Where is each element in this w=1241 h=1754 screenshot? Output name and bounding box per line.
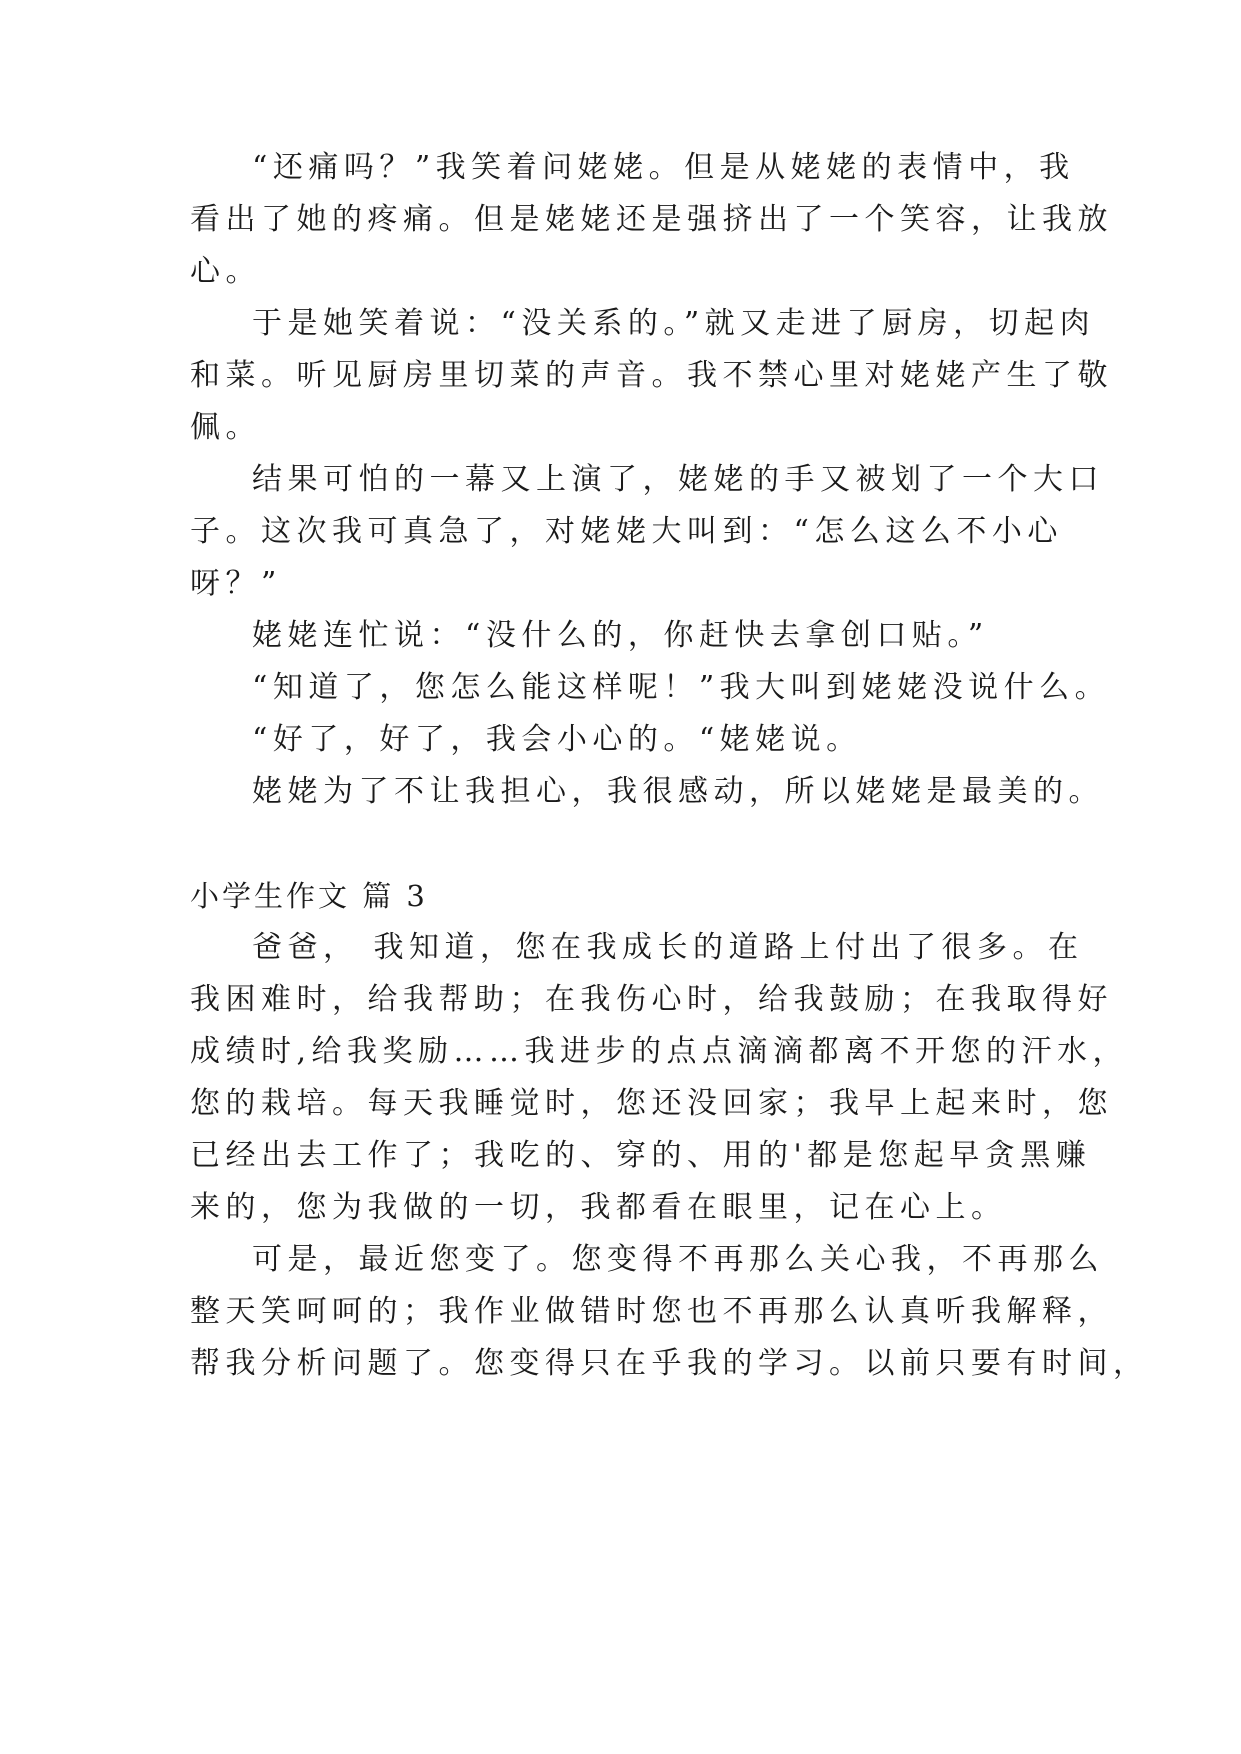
paragraph-line: 来的，您为我做的一切，我都看在眼里，记在心上。 (190, 1190, 1007, 1225)
paragraph-line: “知道了，您怎么能这样呢！”我大叫到姥姥没说什么。 (252, 670, 1111, 705)
paragraph-line: “还痛吗？”我笑着问姥姥。但是从姥姥的表情中，我 (252, 150, 1075, 185)
paragraph-line: 您的栽培。每天我睡觉时，您还没回家；我早上起来时，您 (190, 1086, 1113, 1121)
section-heading: 小学生作文 篇 3 (190, 879, 428, 913)
paragraph-line: 姥姥为了不让我担心，我很感动，所以姥姥是最美的。 (252, 774, 1104, 809)
paragraph-line: 结果可怕的一幕又上演了，姥姥的手又被划了一个大口 (252, 462, 1104, 497)
paragraph-line: 看出了她的疼痛。但是姥姥还是强挤出了一个笑容，让我放 (190, 202, 1113, 237)
paragraph-line: 子。这次我可真急了，对姥姥大叫到：“怎么这么不小心 (190, 514, 1063, 549)
paragraph-line: 于是她笑着说：“没关系的。”就又走进了厨房，切起肉 (252, 306, 1096, 341)
paragraph-line: 已经出去工作了；我吃的、穿的、用的'都是您起早贪黑赚 (190, 1138, 1092, 1173)
paragraph-line: “好了，好了，我会小心的。“姥姥说。 (252, 722, 862, 757)
paragraph-line: 佩。 (190, 410, 261, 445)
paragraph-line: 和菜。听见厨房里切菜的声音。我不禁心里对姥姥产生了敬 (190, 358, 1113, 393)
paragraph-line: 姥姥连忙说：“没什么的，你赶快去拿创口贴。” (252, 618, 989, 653)
paragraph-line: 整天笑呵呵的；我作业做错时您也不再那么认真听我解释， (190, 1294, 1113, 1329)
paragraph-line: 我困难时，给我帮助；在我伤心时，给我鼓励；在我取得好 (190, 982, 1113, 1017)
paragraph-line: 帮我分析问题了。您变得只在乎我的学习。以前只要有时间， (190, 1346, 1149, 1381)
paragraph-line: 心。 (190, 254, 261, 289)
paragraph-line: 呀？” (190, 566, 282, 601)
paragraph-line: 可是，最近您变了。您变得不再那么关心我，不再那么 (252, 1242, 1104, 1277)
paragraph-line: 爸爸， 我知道，您在我成长的道路上付出了很多。在 (252, 930, 1084, 965)
paragraph-line: 成绩时,给我奖励……我进步的点点滴滴都离不开您的汗水， (190, 1034, 1129, 1069)
